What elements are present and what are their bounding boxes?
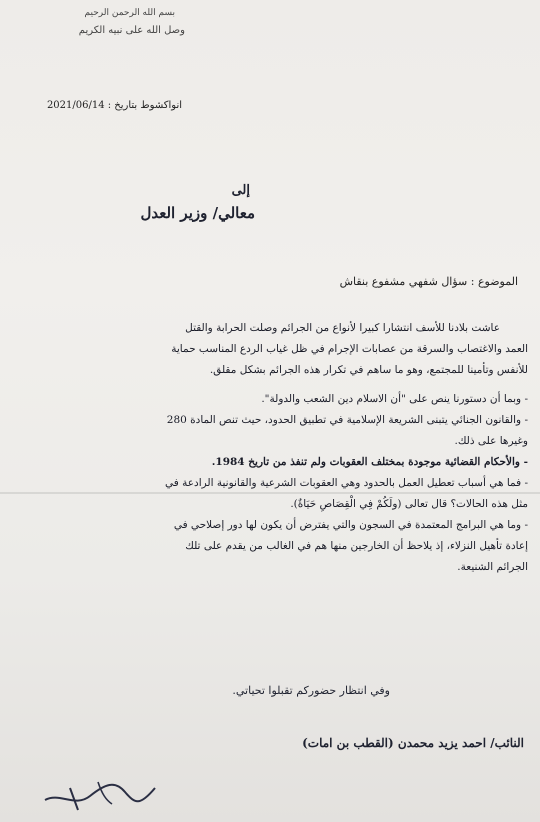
body-line: عاشت بلادنا للأسف انتشارا كبيرا لأنواع من الجرائم وصلت الحرابة والقتل bbox=[185, 322, 500, 334]
basmala: بسم الله الرحمن الرحيم bbox=[84, 8, 175, 18]
handwritten-signature bbox=[40, 770, 160, 815]
body-line: - والقانون الجنائي يتبنى الشريعة الإسلامية في تطبيق الحدود، حيث تنص المادة 280 bbox=[166, 414, 528, 426]
body-line: - والأحكام القضائية موجودة بمختلف العقوبات ولم تنفذ من تاريخ 1984. bbox=[211, 456, 528, 468]
body-line: - فما هي أسباب تعطيل العمل بالحدود وهي العقوبات الشرعية والقانونية الرادعة في bbox=[165, 477, 528, 489]
signature-name: النائب/ احمد يزيد محمدن (القطب بن امات) bbox=[302, 736, 524, 750]
body-line: - وما هي البرامج المعتمدة في السجون والتي يفترض أن يكون لها دور إصلاحي في bbox=[173, 519, 528, 531]
letter-body bbox=[8, 318, 528, 578]
body-line: الجرائم الشنيعة. bbox=[457, 561, 528, 573]
body-line: مثل هذه الحالات؟ قال تعالى (ولَكُمْ فِي الْقِصَاصِ حَيَاةٌ). bbox=[290, 498, 528, 510]
body-line: وغيرها على ذلك. bbox=[454, 435, 528, 447]
subject-line: الموضوع : سؤال شفهي مشفوع بنقاش bbox=[339, 275, 518, 288]
body-line: - وبما أن دستورنا ينص على "أن الاسلام دين الشعب والدولة". bbox=[261, 393, 528, 405]
body-line: إعادة تأهيل النزلاء، إذ يلاحظ أن الخارجين منها هم في الغالب من يقدم على تلك bbox=[185, 540, 528, 552]
salutation: وصل الله على نبيه الكريم bbox=[78, 25, 185, 36]
body-line: العمد والاغتصاب والسرقة من عصابات الإجرام في ظل غياب الردع المناسب حماية bbox=[171, 343, 528, 355]
date-line: انواكشوط بتاريخ : 2021/06/14 bbox=[46, 100, 182, 111]
closing-line: وفي انتظار حضوركم تقبلوا تحياتي. bbox=[232, 684, 390, 697]
recipient-title: معالي/ وزير العدل bbox=[140, 204, 255, 222]
recipient-to: إلى bbox=[231, 183, 250, 198]
body-line: للأنفس وتأمينا للمجتمع، وهو ما ساهم في تكرار هذه الجرائم بشكل مقلق. bbox=[209, 364, 528, 376]
